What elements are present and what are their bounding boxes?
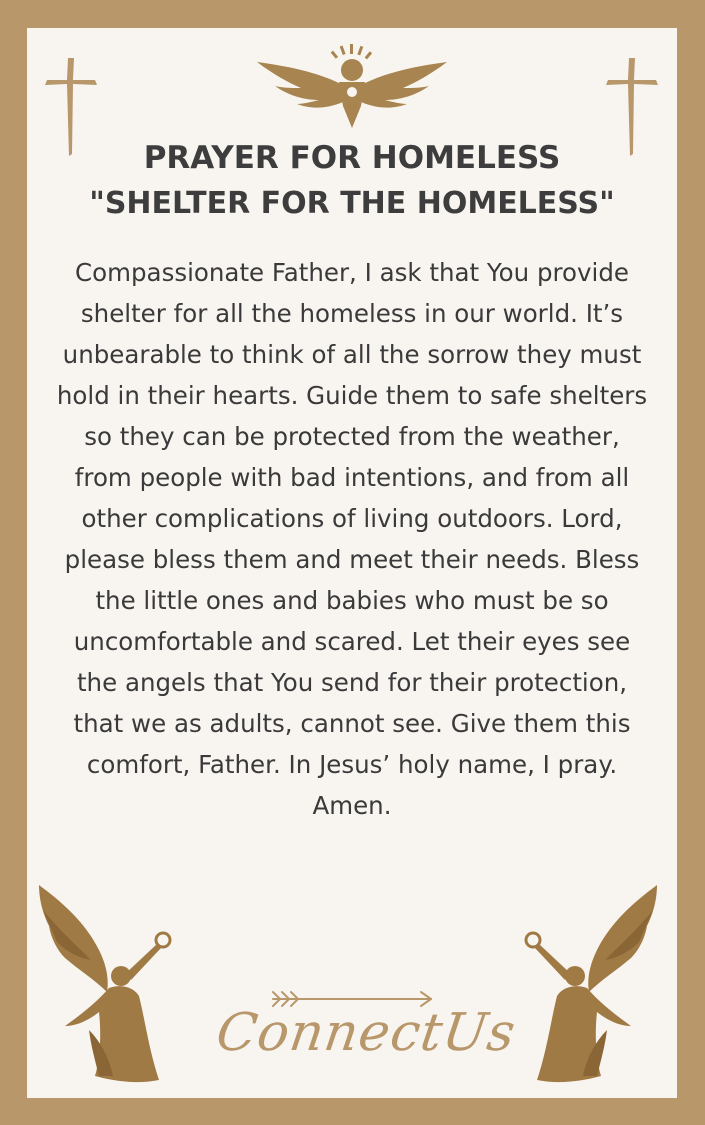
prayer-subtitle: "SHELTER FOR THE HOMELESS": [89, 186, 615, 221]
prayer-body-text: Compassionate Father, I ask that You provide shelter for all the homeless in our world. It’s unbearable to think of all the sorrow they must hold in their hearts. Guide them to safe shelters so they can be protected from the weather, from people with bad intentions, and from all other complications of living outdoors. Lord, please bless them and meet their needs. Bless the little ones and babies who must be so uncomfortable and scared. Let their eyes see the angels that You send for their protection, that we as adults, cannot see. Give them this comfort, Father. In Jesus’ holy name, I pray. Amen.: [56, 258, 648, 820]
winged-sun-emblem-icon: [257, 44, 447, 132]
angel-icon: [29, 880, 179, 1090]
prayer-card: [27, 28, 677, 1098]
brand-logo: ConnectUs: [212, 1003, 520, 1063]
prayer-title: PRAYER FOR HOMELESS: [143, 140, 561, 176]
angel-icon: [517, 880, 667, 1090]
